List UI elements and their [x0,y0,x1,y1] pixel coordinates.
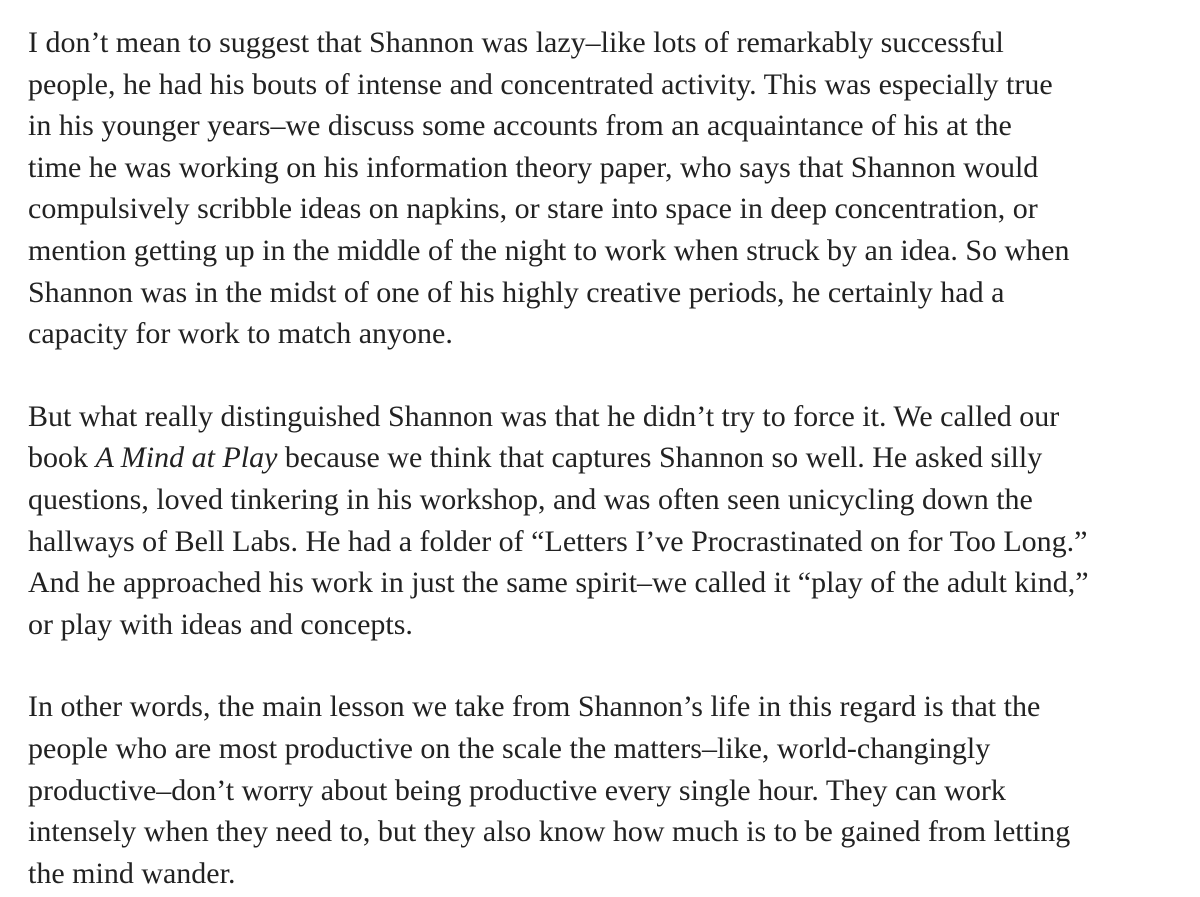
text-line: Shannon was in the midst of one of his highly creative periods, he certainly had a [28,275,1005,309]
text-line: time he was working on his information theory paper, who says that Shannon would [28,150,1039,184]
text-line: the mind wander. [28,856,236,890]
text-line [28,437,1178,479]
text-line: capacity for work to match anyone. [28,317,453,351]
text-line: And he approached his work in just the same spirit–we called it “play of the adult kind,” [28,566,1089,600]
text-line: mention getting up in the middle of the night to work when struck by an idea. So when [28,233,1070,267]
text-line: questions, loved tinkering in his workshop, and was often seen unicycling down the [28,482,1033,516]
text-line: productive–don’t worry about being productive every single hour. They can work [28,773,1006,807]
text-line: compulsively scribble ideas on napkins, or stare into space in deep concentration, or [28,192,1038,226]
paragraph-2 [28,396,1178,646]
book-title: A Mind at Play [95,441,278,475]
paragraph-1 [28,22,1178,355]
paragraph-3 [28,686,1178,894]
text-line: hallways of Bell Labs. He had a folder of “Letters I’ve Procrastinated on for Too Long.” [28,524,1088,558]
text-line: In other words, the main lesson we take from Shannon’s life in this regard is that the [28,690,1041,724]
text-line: in his younger years–we discuss some accounts from an acquaintance of his at the [28,109,1012,143]
text-segment: book [28,441,96,475]
text-line: or play with ideas and concepts. [28,607,413,641]
text-line: intensely when they need to, but they also know how much is to be gained from letting [28,815,1071,849]
text-line: people who are most productive on the scale the matters–like, world-changingly [28,731,991,765]
text-line: people, he had his bouts of intense and concentrated activity. This was especially true [28,67,1053,101]
text-line: I don’t mean to suggest that Shannon was lazy–like lots of remarkably successful [28,26,1004,59]
text-segment: because we think that captures Shannon so well. He asked silly [277,441,1043,475]
article-body [28,22,1178,894]
text-line: But what really distinguished Shannon was that he didn’t try to force it. We called our [28,399,1060,433]
